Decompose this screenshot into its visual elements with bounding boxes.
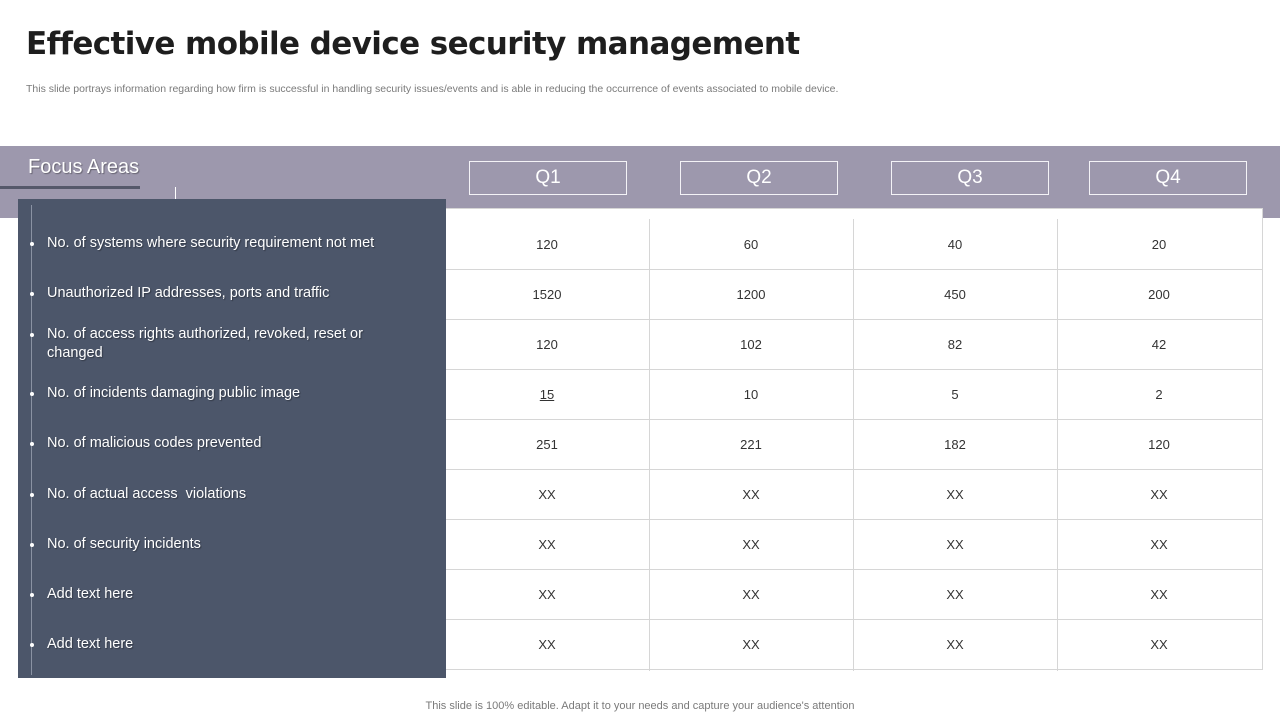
- bullet-icon: [30, 543, 34, 547]
- table-cell: XX: [742, 536, 760, 552]
- focus-areas-heading: Focus Areas: [28, 156, 140, 178]
- table-cell: 20: [1151, 236, 1167, 252]
- focus-area-label: Add text here: [47, 586, 134, 602]
- slide-title: Effective mobile device security management: [26, 26, 800, 62]
- bullet-icon: [30, 493, 34, 497]
- focus-area-label: Unauthorized IP addresses, ports and traffic: [47, 285, 330, 301]
- table-cell: 120: [1148, 436, 1170, 452]
- table-cell: XX: [742, 636, 760, 652]
- bullet-icon: [30, 643, 34, 647]
- focus-area-label: No. of actual access violations: [47, 486, 247, 502]
- table-cell: 2: [1155, 386, 1163, 402]
- bullet-icon: [30, 242, 34, 246]
- table-cell: XX: [742, 486, 760, 502]
- table-cell: 40: [947, 236, 963, 252]
- table-cell: 102: [740, 336, 762, 352]
- table-cell: 182: [944, 436, 966, 452]
- table-cell: XX: [742, 586, 760, 602]
- table-cell: XX: [1150, 586, 1168, 602]
- table-cell: XX: [538, 536, 556, 552]
- bullet-icon: [30, 392, 34, 396]
- table-cell: 82: [947, 336, 963, 352]
- table-cell: 450: [944, 286, 966, 302]
- slide-subtitle: This slide portrays information regarding how firm is successful in handling security issues/events and is able in reducing the occurrence of events associated to mobile device.: [26, 83, 839, 95]
- table-cell: XX: [946, 636, 964, 652]
- bullet-icon: [30, 333, 34, 337]
- table-cell: 200: [1148, 286, 1170, 302]
- table-cell: 1520: [532, 286, 562, 302]
- table-cell: 221: [740, 436, 762, 452]
- table-cell: 120: [536, 336, 558, 352]
- table-cell: 251: [536, 436, 558, 452]
- table-cell: XX: [946, 586, 964, 602]
- focus-areas-panel-line: [31, 205, 32, 675]
- slide-footer: This slide is 100% editable. Adapt it to your needs and capture your audience's attention: [425, 700, 855, 712]
- quarter-header-q3: Q3: [891, 161, 1049, 195]
- bullet-icon: [30, 593, 34, 597]
- focus-area-label: No. of access rights authorized, revoked, reset or changed: [47, 326, 363, 361]
- table-cell: 1200: [736, 286, 766, 302]
- table-cell: 5: [951, 386, 959, 402]
- table-cell: 42: [1151, 336, 1167, 352]
- table-cell: XX: [946, 486, 964, 502]
- table-cell: [445, 369, 649, 419]
- quarter-header-q2: Q2: [680, 161, 838, 195]
- quarter-header-q4: Q4: [1089, 161, 1247, 195]
- table-cell: XX: [1150, 536, 1168, 552]
- focus-area-label: No. of systems where security requirement not met: [47, 235, 375, 251]
- quarter-header-q1: Q1: [469, 161, 627, 195]
- focus-area-label: No. of incidents damaging public image: [47, 385, 301, 401]
- table-cell: 120: [536, 236, 558, 252]
- data-table: [445, 208, 1263, 670]
- table-cell: 60: [743, 236, 759, 252]
- table-cell: 10: [743, 386, 759, 402]
- focus-area-label: Add text here: [47, 636, 134, 652]
- table-cell-text: 15: [539, 386, 555, 402]
- focus-area-label: No. of malicious codes prevented: [47, 435, 262, 451]
- table-cell: XX: [1150, 486, 1168, 502]
- table-cell: XX: [946, 536, 964, 552]
- table-cell: XX: [538, 486, 556, 502]
- bullet-icon: [30, 292, 34, 296]
- table-cell: XX: [1150, 636, 1168, 652]
- table-cell: XX: [538, 636, 556, 652]
- bullet-icon: [30, 442, 34, 446]
- table-cell: XX: [538, 586, 556, 602]
- focus-area-label: No. of security incidents: [47, 536, 201, 552]
